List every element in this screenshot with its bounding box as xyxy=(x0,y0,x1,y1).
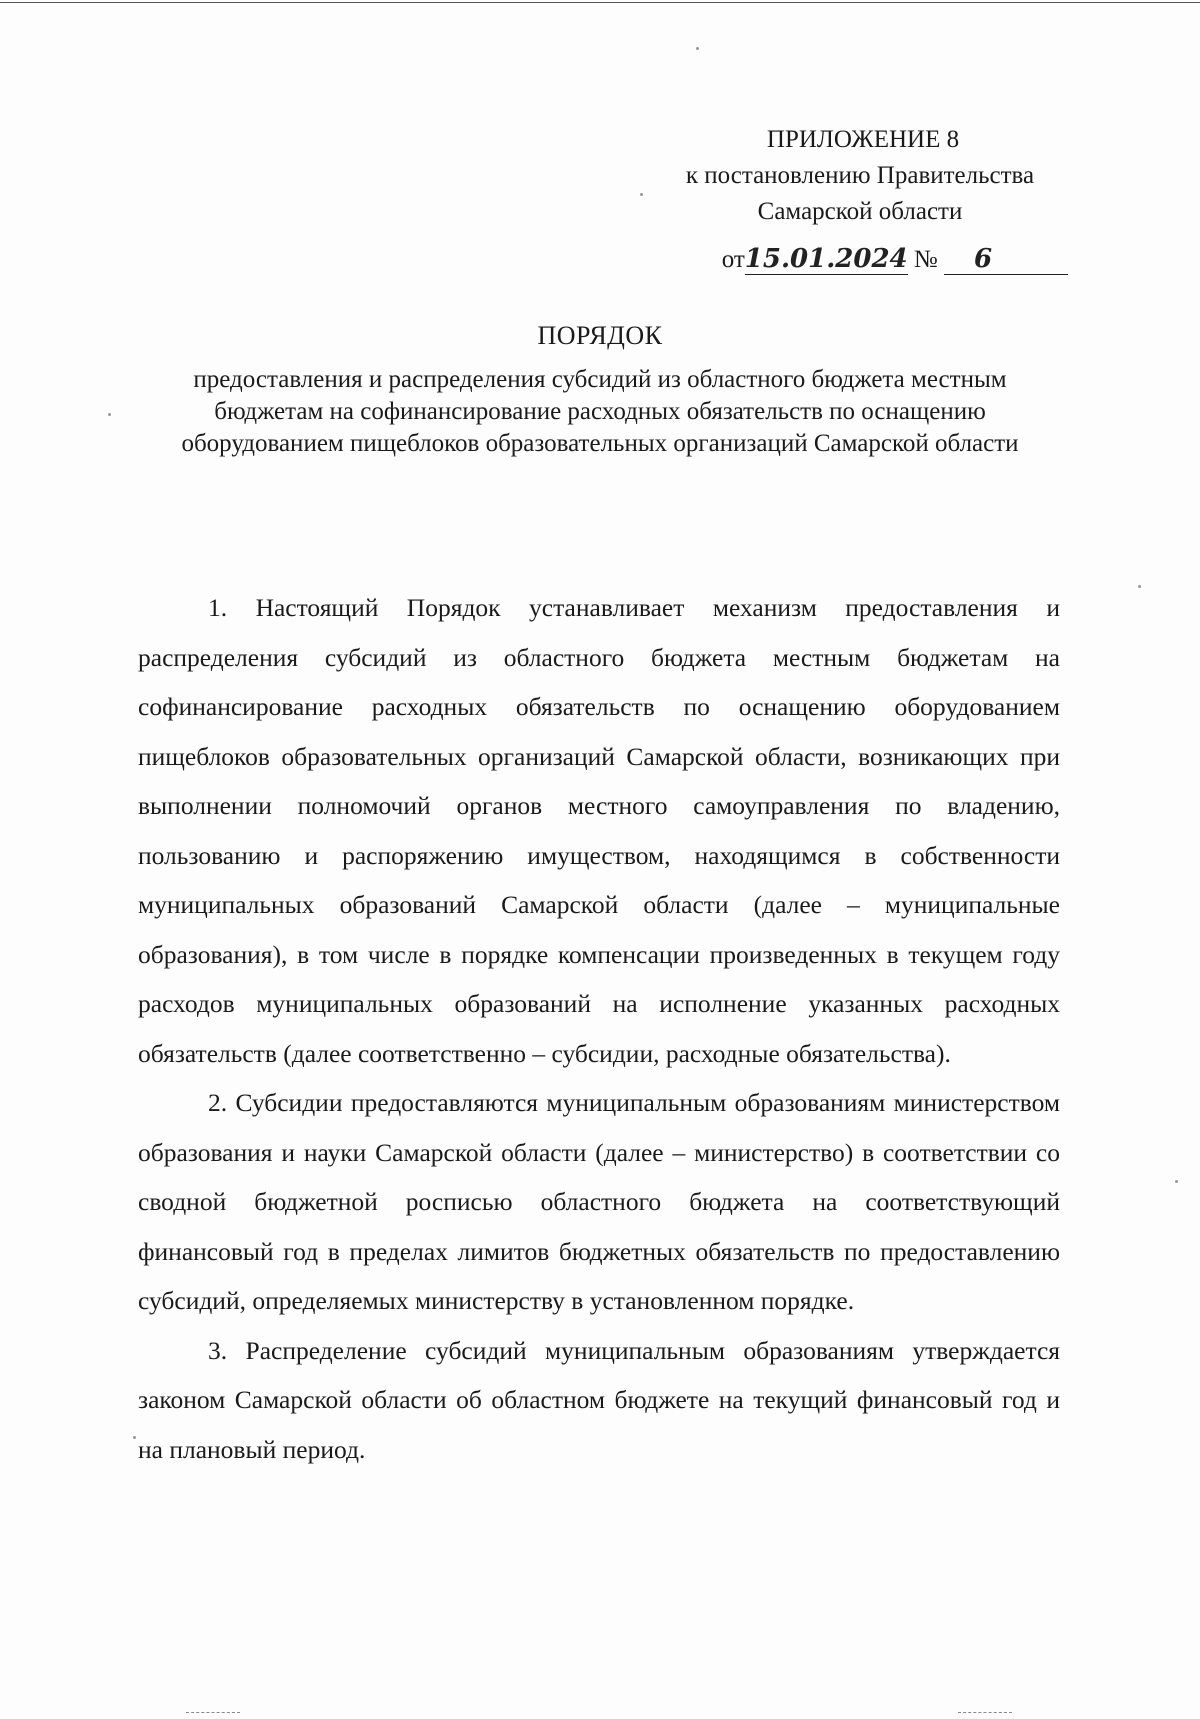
paragraph-3: 3. Распределение субсидий муниципальным образованиям утверждается законом Самарской области об областном бюджете на текущий финансовый год и на плановый период. xyxy=(138,1335,1060,1464)
document-heading: ПОРЯДОК xyxy=(537,321,663,350)
scan-top-edge xyxy=(0,2,1200,3)
appendix-header xyxy=(640,122,1080,278)
paragraph-2: 2. Субсидии предоставляются муниципальным образованиям министерством образования и науки Самарской области (далее – министерство) в соответствии со сводной бюджетной росписью областного бюджета на соответствующий финансовый год в пределах лимитов бюджетных обязательств по предоставлению субсидий, определяемых министерству в установленном порядке. xyxy=(138,1088,1060,1315)
paragraph-1: 1. Настоящий Порядок устанавливает механизм предоставления и распределения субсидий из областного бюджета местным бюджетам на софинансирование расходных обязательств по оснащению оборудованием пищеблоков образовательных организаций Самарской области, возникающих при выполнении полномочий органов местного самоуправления по владению, пользованию и распоряжению имуществом, находящимся в собственности муниципальных образований Самарской области (далее – муниципальные образования), в том числе в порядке компенсации произведенных в текущем году расходов муниципальных образований на исполнение указанных расходных обязательств (далее соответственно – субсидии, расходные обязательства). xyxy=(138,593,1060,1068)
scan-speck xyxy=(640,193,643,196)
scan-bottom-mark xyxy=(958,1712,1012,1713)
appendix-resolution-line: к постановлению Правительства xyxy=(685,162,1035,189)
scan-speck xyxy=(108,413,111,416)
scan-bottom-mark xyxy=(186,1712,240,1713)
appendix-region-line: Самарской области xyxy=(757,198,963,225)
scan-speck xyxy=(133,1436,136,1439)
appendix-date-number-line xyxy=(640,242,1080,278)
handwritten-date: 15.01.2024 xyxy=(744,244,908,274)
number-field xyxy=(944,245,1068,275)
document-body xyxy=(138,583,1060,1474)
number-sign: № xyxy=(913,246,938,273)
scan-speck xyxy=(696,47,699,50)
scan-speck xyxy=(1138,585,1141,588)
date-prefix: от xyxy=(721,246,745,273)
handwritten-number: 6 xyxy=(974,244,993,274)
date-field xyxy=(745,245,908,275)
document-title-block xyxy=(140,320,1060,460)
appendix-title: ПРИЛОЖЕНИЕ 8 xyxy=(766,126,960,153)
document-subheading: предоставления и распределения субсидий из областного бюджета местным бюджетам на софинансирование расходных обязательств по оснащению оборудованием пищеблоков образовательных организаций Самарской области xyxy=(181,366,1019,457)
scan-speck xyxy=(1175,1180,1178,1183)
